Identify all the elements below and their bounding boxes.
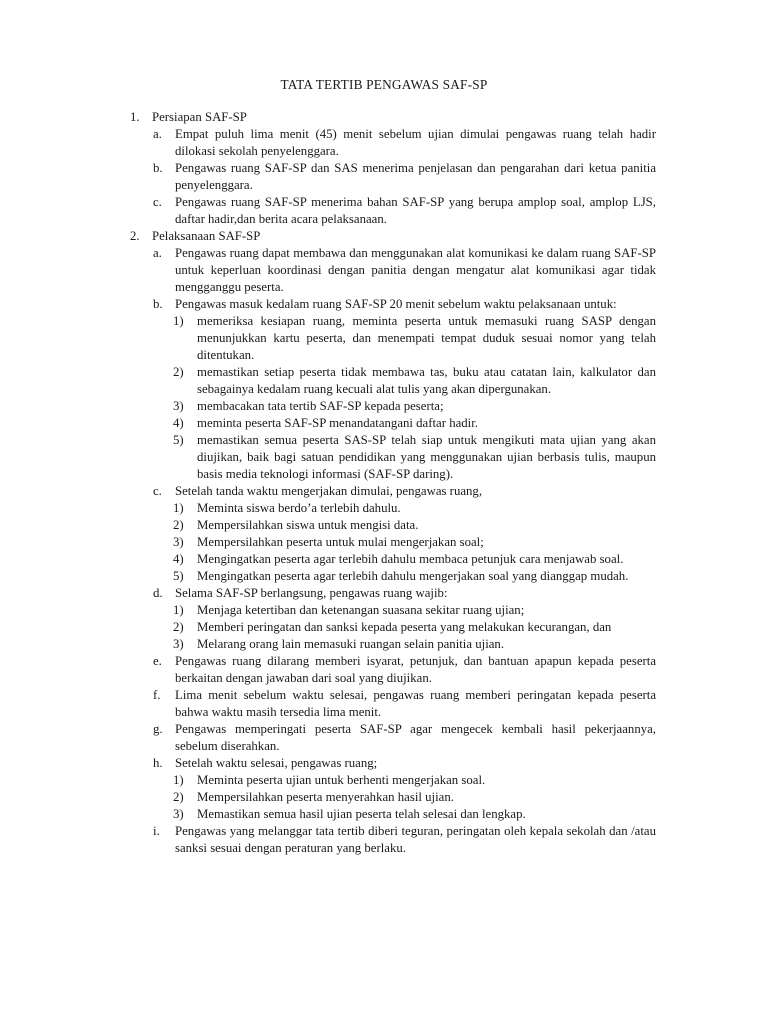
subitem-text: Menjaga ketertiban dan ketenangan suasana sekitar ruang ujian; bbox=[197, 603, 525, 617]
section-heading: Pelaksanaan SAF-SP bbox=[152, 229, 261, 243]
list-item bbox=[130, 687, 656, 721]
sub-list-item bbox=[130, 364, 656, 398]
item-text: Pengawas ruang SAF-SP dan SAS menerima penjelasan dan pengarahan dari ketua panitia penyelenggara. bbox=[175, 161, 656, 192]
sub-list-item bbox=[130, 432, 656, 483]
item-letter: d. bbox=[153, 586, 163, 600]
subitem-text: Mengingatkan peserta agar terlebih dahulu mengerjakan soal yang dianggap mudah. bbox=[197, 569, 629, 583]
item-letter: i. bbox=[153, 824, 160, 838]
subitem-text: Memastikan semua hasil ujian peserta telah selesai dan lengkap. bbox=[197, 807, 526, 821]
item-text: Setelah waktu selesai, pengawas ruang; bbox=[175, 756, 378, 770]
item-text: Pengawas ruang dapat membawa dan menggunakan alat komunikasi ke dalam ruang SAF-SP untuk keperluan koordinasi dengan panitia dengan mengatur alat komunikasi agar tidak mengganggu peserta. bbox=[175, 246, 656, 294]
list-item bbox=[130, 194, 656, 228]
list-item bbox=[130, 721, 656, 755]
subitem-number: 1) bbox=[173, 314, 184, 328]
sub-list-item bbox=[130, 619, 656, 636]
subitem-number: 5) bbox=[173, 433, 184, 447]
list-item bbox=[130, 245, 656, 296]
subitem-number: 3) bbox=[173, 535, 184, 549]
section-items bbox=[130, 126, 656, 228]
subitem-number: 2) bbox=[173, 365, 184, 379]
subitem-text: Mengingatkan peserta agar terlebih dahulu membaca petunjuk cara menjawab soal. bbox=[197, 552, 624, 566]
rules-list bbox=[130, 109, 656, 857]
item-text: Pengawas yang melanggar tata tertib diberi teguran, peringatan oleh kepala sekolah dan /atau sanksi sesuai dengan peraturan yang berlaku. bbox=[175, 824, 656, 855]
list-item bbox=[130, 585, 656, 602]
item-letter: f. bbox=[153, 688, 161, 702]
subitem-text: memastikan semua peserta SAS-SP telah siap untuk mengikuti mata ujian yang akan diujikan, baik bagi satuan pendidikan yang menggunakan ujian berbasis tulis, maupun basis media teknologi informasi (SAF-SP daring). bbox=[197, 433, 656, 481]
section-number: 1. bbox=[130, 110, 140, 124]
item-letter: b. bbox=[153, 297, 163, 311]
sub-list-item bbox=[130, 602, 656, 619]
subitem-number: 1) bbox=[173, 773, 184, 787]
subitem-text: Meminta peserta ujian untuk berhenti mengerjakan soal. bbox=[197, 773, 486, 787]
subitem-number: 1) bbox=[173, 501, 184, 515]
subitem-number: 4) bbox=[173, 552, 184, 566]
subitem-text: Meminta siswa berdo’a terlebih dahulu. bbox=[197, 501, 401, 515]
subitem-number: 5) bbox=[173, 569, 184, 583]
subitem-text: Melarang orang lain memasuki ruangan selain panitia ujian. bbox=[197, 637, 505, 651]
sub-list-item bbox=[130, 534, 656, 551]
subitem-text: Memberi peringatan dan sanksi kepada peserta yang melakukan kecurangan, dan bbox=[197, 620, 612, 634]
item-letter: c. bbox=[153, 195, 162, 209]
document-title: TATA TERTIB PENGAWAS SAF-SP bbox=[280, 77, 488, 92]
sub-list-item bbox=[130, 398, 656, 415]
list-item bbox=[130, 755, 656, 772]
sub-list-item bbox=[130, 500, 656, 517]
list-item bbox=[130, 296, 656, 313]
subitem-number: 3) bbox=[173, 637, 184, 651]
item-letter: a. bbox=[153, 127, 162, 141]
subitem-text: membacakan tata tertib SAF-SP kepada peserta; bbox=[197, 399, 444, 413]
item-text: Selama SAF-SP berlangsung, pengawas ruang wajib: bbox=[175, 586, 448, 600]
subitem-text: memeriksa kesiapan ruang, meminta peserta untuk memasuki ruang SASP dengan menunjukkan kartu peserta, dan menempati tempat duduk sesuai nomor yang telah ditentukan. bbox=[197, 314, 656, 362]
sub-list-item bbox=[130, 551, 656, 568]
section-number: 2. bbox=[130, 229, 140, 243]
item-letter: c. bbox=[153, 484, 162, 498]
item-text: Setelah tanda waktu mengerjakan dimulai, pengawas ruang, bbox=[175, 484, 483, 498]
subitem-number: 4) bbox=[173, 416, 184, 430]
item-letter: b. bbox=[153, 161, 163, 175]
item-letter: e. bbox=[153, 654, 162, 668]
sub-list-item bbox=[130, 313, 656, 364]
subitem-number: 3) bbox=[173, 807, 184, 821]
subitem-text: Mempersilahkan peserta menyerahkan hasil ujian. bbox=[197, 790, 454, 804]
subitem-number: 2) bbox=[173, 790, 184, 804]
sub-list-item bbox=[130, 568, 656, 585]
item-text: Pengawas ruang dilarang memberi isyarat, petunjuk, dan bantuan apapun kepada peserta berkaitan dengan jawaban dari soal yang diujikan. bbox=[175, 654, 656, 685]
item-text: Lima menit sebelum waktu selesai, pengawas ruang memberi peringatan kepada peserta bahwa waktu masih tersedia lima menit. bbox=[175, 688, 656, 719]
subitem-text: meminta peserta SAF-SP menandatangani daftar hadir. bbox=[197, 416, 478, 430]
sub-list-item bbox=[130, 806, 656, 823]
subitem-text: Mempersilahkan siswa untuk mengisi data. bbox=[197, 518, 419, 532]
item-text: Empat puluh lima menit (45) menit sebelum ujian dimulai pengawas ruang telah hadir dilokasi sekolah penyelenggara. bbox=[175, 127, 656, 158]
list-item bbox=[130, 483, 656, 500]
item-letter: h. bbox=[153, 756, 163, 770]
list-item bbox=[130, 653, 656, 687]
sub-list-item bbox=[130, 789, 656, 806]
item-text: Pengawas memperingati peserta SAF-SP agar mengecek kembali hasil pekerjaannya, sebelum diserahkan. bbox=[175, 722, 656, 753]
subitem-number: 2) bbox=[173, 518, 184, 532]
section-heading: Persiapan SAF-SP bbox=[152, 110, 247, 124]
list-item bbox=[130, 126, 656, 160]
item-letter: a. bbox=[153, 246, 162, 260]
item-text: Pengawas masuk kedalam ruang SAF-SP 20 menit sebelum waktu pelaksanaan untuk: bbox=[175, 297, 617, 311]
sub-list-item bbox=[130, 636, 656, 653]
item-text: Pengawas ruang SAF-SP menerima bahan SAF-SP yang berupa amplop soal, amplop LJS, daftar hadir,dan berita acara pelaksanaan. bbox=[175, 195, 656, 226]
subitem-number: 3) bbox=[173, 399, 184, 413]
subitem-number: 1) bbox=[173, 603, 184, 617]
sub-list-item bbox=[130, 517, 656, 534]
list-item bbox=[130, 160, 656, 194]
item-letter: g. bbox=[153, 722, 163, 736]
section bbox=[130, 109, 656, 126]
sub-list-item bbox=[130, 772, 656, 789]
subitem-text: Mempersilahkan peserta untuk mulai mengerjakan soal; bbox=[197, 535, 484, 549]
section bbox=[130, 228, 656, 245]
sub-list-item bbox=[130, 415, 656, 432]
section-items bbox=[130, 245, 656, 857]
subitem-text: memastikan setiap peserta tidak membawa tas, buku atau catatan lain, kalkulator dan sebagainya kedalam ruang kecuali alat tulis yang akan dipergunakan. bbox=[197, 365, 656, 396]
subitem-number: 2) bbox=[173, 620, 184, 634]
list-item bbox=[130, 823, 656, 857]
